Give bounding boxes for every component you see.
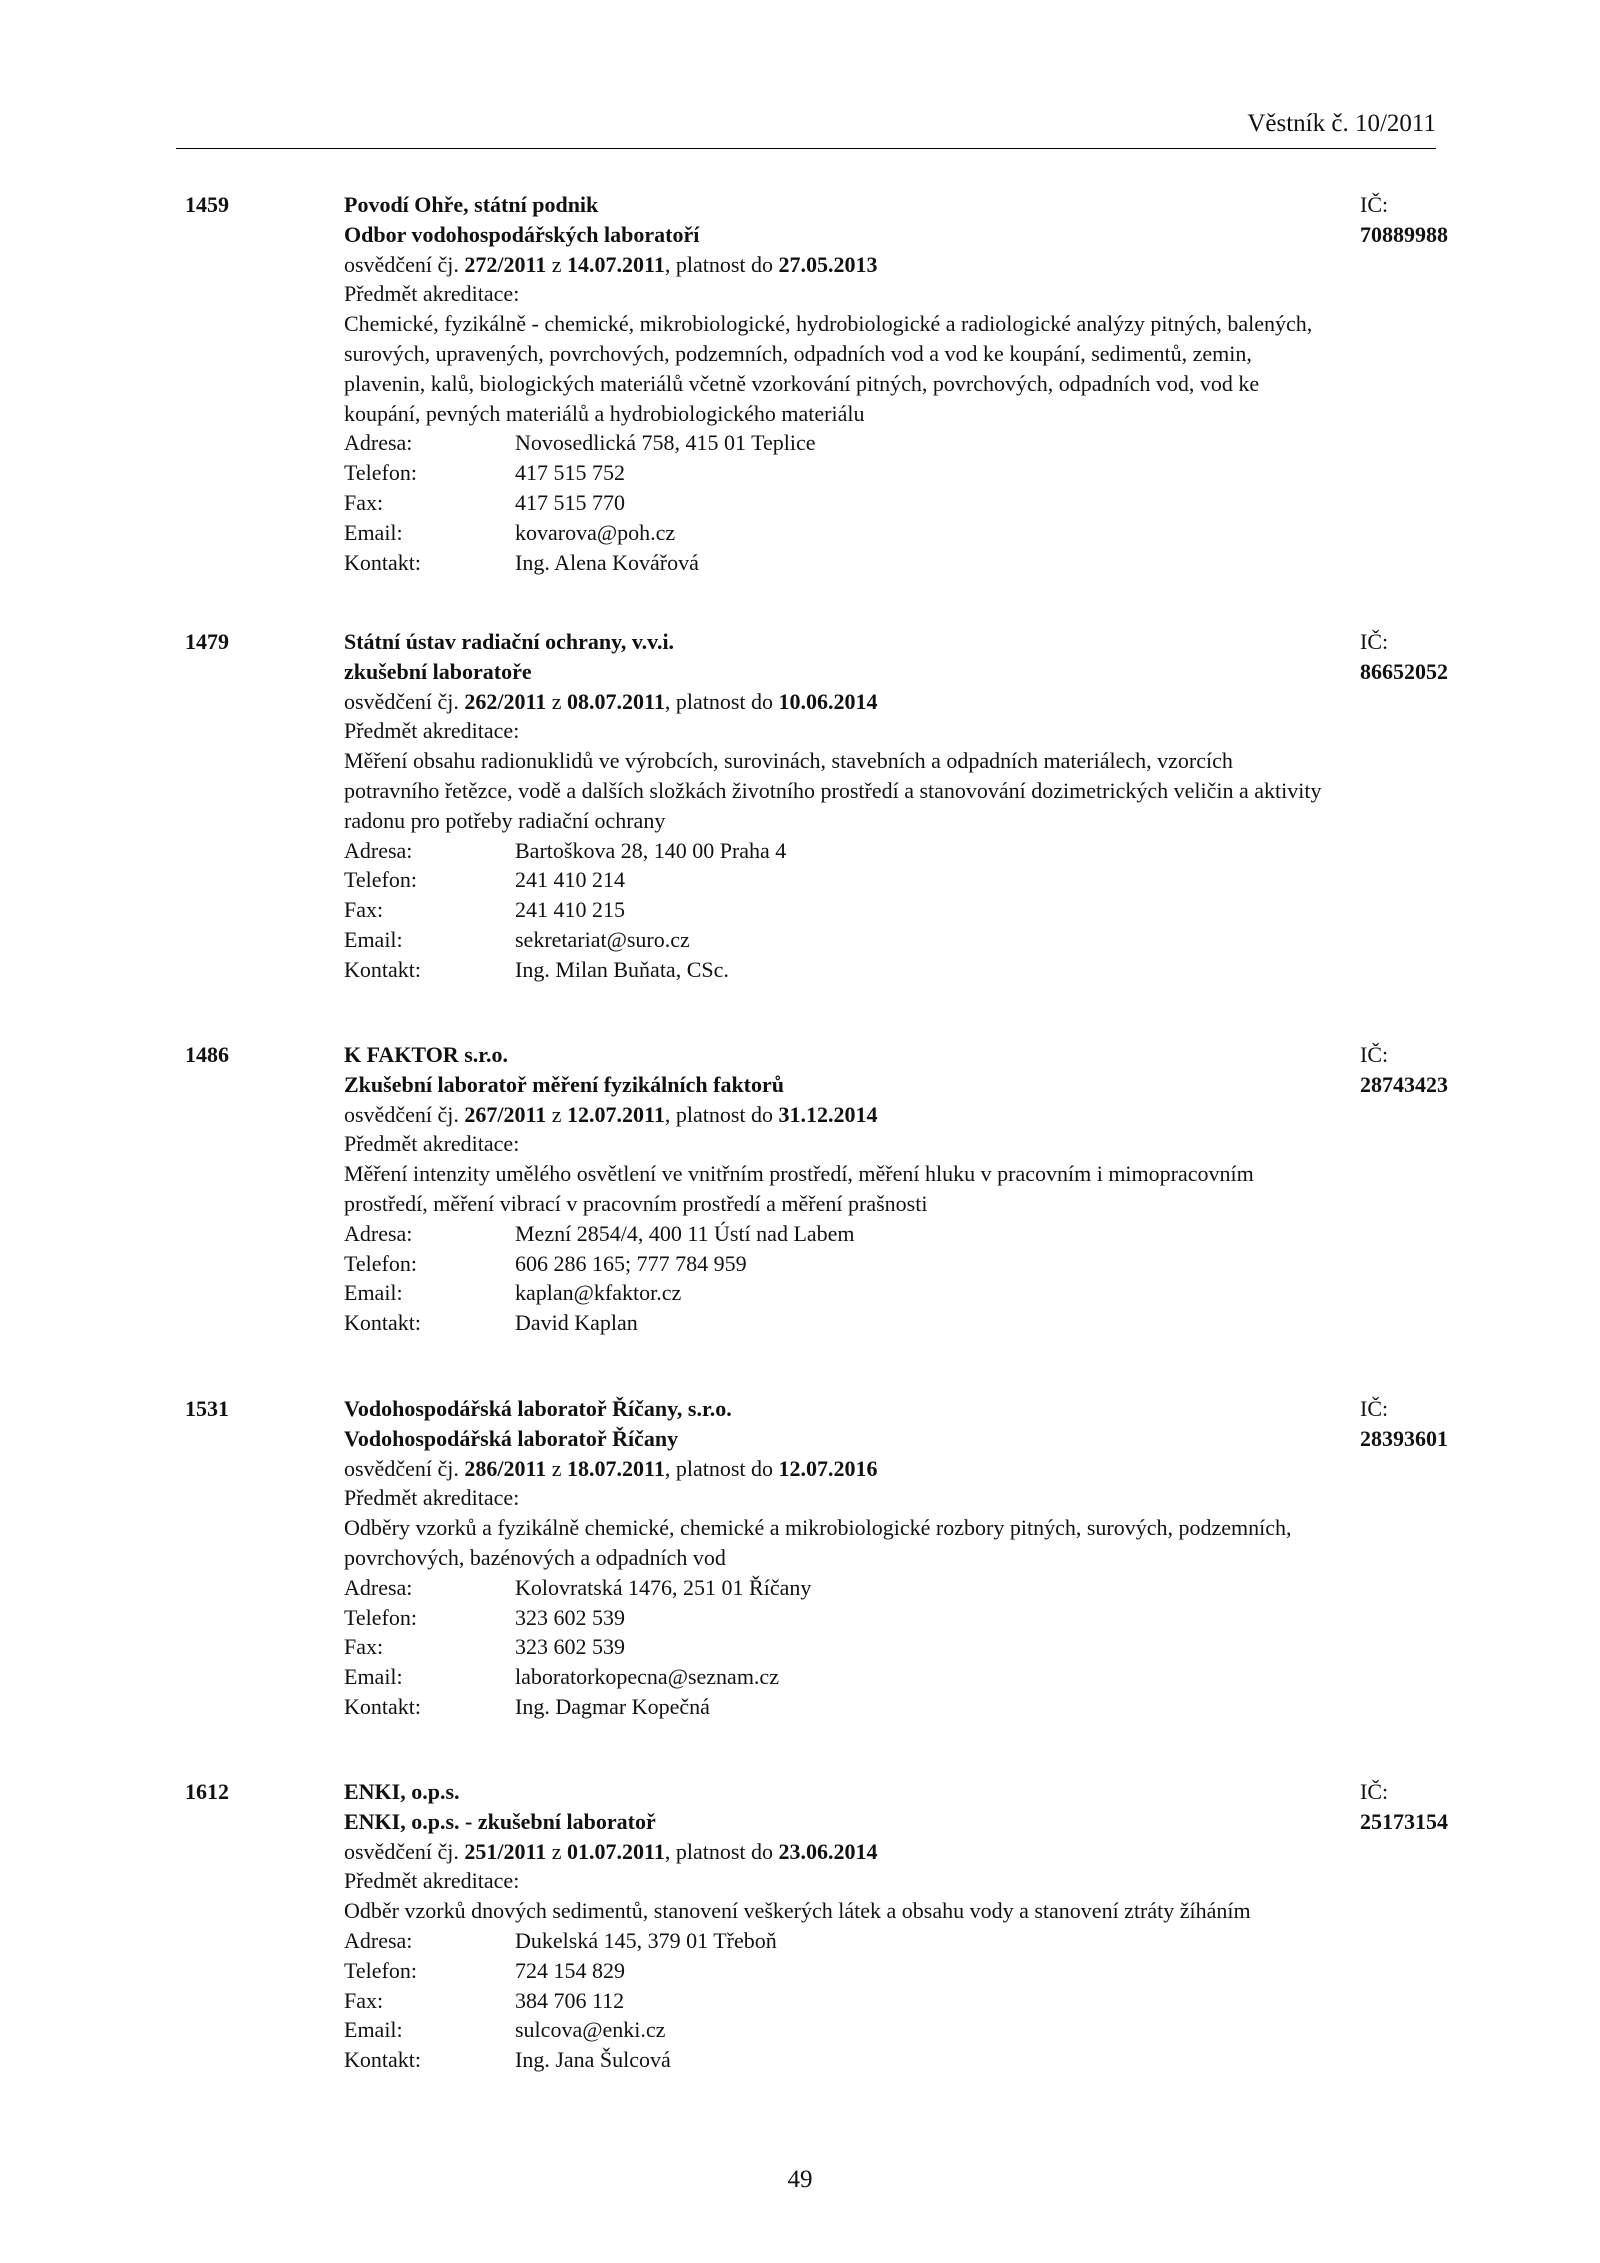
- certificate-line: osvědčení čj. 272/2011 z 14.07.2011, platnost do 27.05.2013: [344, 251, 878, 277]
- subject-text-line: radonu pro potřeby radiační ochrany: [344, 807, 666, 833]
- contact-label: Kontakt:: [344, 1310, 421, 1336]
- subject-text-line: povrchových, bazénových a odpadních vod: [344, 1544, 726, 1570]
- subject-text-line: koupání, pevných materiálů a hydrobiologického materiálu: [344, 400, 865, 426]
- contact-row: [344, 518, 1434, 548]
- contact-label: Email:: [344, 1280, 403, 1306]
- contact-label: Fax:: [344, 1987, 384, 2013]
- certificate-line: osvědčení čj. 251/2011 z 01.07.2011, platnost do 23.06.2014: [344, 1838, 878, 1864]
- contact-label: Fax:: [344, 489, 384, 515]
- entry-body: [344, 190, 1448, 577]
- contact-label: Telefon:: [344, 1250, 417, 1276]
- contact-row: [344, 1573, 1434, 1603]
- subject-label: Předmět akreditace:: [344, 1868, 520, 1894]
- contact-value: Mezní 2854/4, 400 11 Ústí nad Labem: [515, 1220, 855, 1246]
- contact-value: laboratorkopecna@seznam.cz: [515, 1664, 779, 1690]
- entry-number: 1531: [185, 1396, 229, 1421]
- subject-text-line: Odběr vzorků dnových sedimentů, stanovení veškerých látek a obsahu vody a stanovení ztráty žíháním: [344, 1898, 1251, 1924]
- contact-row: [344, 836, 1434, 866]
- laboratory-name: ENKI, o.p.s. - zkušební laboratoř: [344, 1808, 656, 1834]
- contact-label: Adresa:: [344, 430, 413, 456]
- laboratory-name: Zkušební laboratoř měření fyzikálních faktorů: [344, 1071, 785, 1097]
- contact-label: Adresa:: [344, 1574, 413, 1600]
- subject-label: Předmět akreditace:: [344, 1485, 520, 1511]
- contact-label: Kontakt:: [344, 549, 421, 575]
- subject-text-line: potravního řetězce, vodě a dalších složkách životního prostředí a stanovování dozimetrických veličin a aktivity: [344, 777, 1322, 803]
- contact-value: 724 154 829: [515, 1957, 625, 1983]
- entry-body: [344, 1394, 1448, 1722]
- contact-value: 241 410 214: [515, 867, 625, 893]
- contact-label: Email:: [344, 926, 403, 952]
- laboratory-name: Odbor vodohospodářských laboratoří: [344, 221, 700, 247]
- organization-name: Povodí Ohře, státní podnik: [344, 192, 599, 217]
- contact-row: [344, 925, 1434, 955]
- organization-name: Vodohospodářská laboratoř Říčany, s.r.o.: [344, 1396, 732, 1421]
- ic-number: IČ: 25173154: [1360, 1779, 1448, 1834]
- certificate-line: osvědčení čj. 286/2011 z 18.07.2011, platnost do 12.07.2016: [344, 1455, 878, 1481]
- contact-value: David Kaplan: [515, 1310, 638, 1336]
- subject-text-line: Měření intenzity umělého osvětlení ve vnitřním prostředí, měření hluku v pracovním i mimopracovním: [344, 1161, 1254, 1187]
- contact-label: Telefon:: [344, 460, 417, 486]
- contact-label: Email:: [344, 1664, 403, 1690]
- contact-row: [344, 1603, 1434, 1633]
- subject-label: Předmět akreditace:: [344, 281, 520, 307]
- contact-label: Adresa:: [344, 1927, 413, 1953]
- ic-number: IČ: 86652052: [1360, 629, 1448, 684]
- contact-label: Fax:: [344, 1634, 384, 1660]
- contact-row: [344, 428, 1434, 458]
- entry-body: [344, 627, 1448, 985]
- entry-body: [344, 1040, 1448, 1338]
- subject-text-line: Odběry vzorků a fyzikálně chemické, chemické a mikrobiologické rozbory pitných, surových, podzemních,: [344, 1515, 1292, 1541]
- contact-label: Email:: [344, 519, 403, 545]
- entry-number: 1486: [185, 1042, 229, 1067]
- contact-value: sulcova@enki.cz: [515, 2017, 666, 2043]
- ic-number: IČ: 28743423: [1360, 1042, 1448, 1097]
- contact-label: Adresa:: [344, 1220, 413, 1246]
- contact-value: 384 706 112: [515, 1987, 625, 2013]
- contact-value: 323 602 539: [515, 1634, 625, 1660]
- contact-row: [344, 1986, 1434, 2016]
- contact-row: [344, 488, 1434, 518]
- journal-issue-title: Věstník č. 10/2011: [1247, 110, 1436, 137]
- contact-value: Ing. Alena Kovářová: [515, 549, 699, 575]
- contact-value: 417 515 770: [515, 489, 625, 515]
- ic-number: IČ: 28393601: [1360, 1396, 1448, 1451]
- contact-row: [344, 1662, 1434, 1692]
- contact-value: Kolovratská 1476, 251 01 Říčany: [515, 1574, 812, 1600]
- ic-number: IČ: 70889988: [1360, 192, 1448, 247]
- contact-row: [344, 1278, 1434, 1308]
- entry-number: 1459: [185, 192, 229, 217]
- subject-label: Předmět akreditace:: [344, 1131, 520, 1157]
- contact-value: 606 286 165; 777 784 959: [515, 1250, 747, 1276]
- subject-text-line: plavenin, kalů, biologických materiálů včetně vzorkování pitných, povrchových, odpadních vod, vod ke: [344, 370, 1260, 396]
- contact-value: Bartoškova 28, 140 00 Praha 4: [515, 837, 787, 863]
- organization-name: K FAKTOR s.r.o.: [344, 1042, 509, 1067]
- organization-name: Státní ústav radiační ochrany, v.v.i.: [344, 629, 675, 654]
- contact-label: Telefon:: [344, 1957, 417, 1983]
- page-number: 49: [787, 2166, 813, 2193]
- contact-row: [344, 1308, 1434, 1338]
- contact-row: [344, 1692, 1434, 1722]
- contact-row: [344, 2015, 1434, 2045]
- contact-value: 323 602 539: [515, 1604, 625, 1630]
- contact-value: 417 515 752: [515, 460, 625, 486]
- contact-value: Dukelská 145, 379 01 Třeboň: [515, 1927, 777, 1953]
- contact-value: Novosedlická 758, 415 01 Teplice: [515, 430, 816, 456]
- contact-row: [344, 2045, 1434, 2075]
- contact-row: [344, 865, 1434, 895]
- page-header: [176, 110, 1436, 149]
- contact-label: Adresa:: [344, 837, 413, 863]
- contact-row: [344, 1219, 1434, 1249]
- laboratory-name: zkušební laboratoře: [344, 658, 532, 684]
- contact-row: [344, 895, 1434, 925]
- certificate-line: osvědčení čj. 262/2011 z 08.07.2011, platnost do 10.06.2014: [344, 688, 878, 714]
- contact-value: kovarova@poh.cz: [515, 519, 676, 545]
- contact-label: Kontakt:: [344, 956, 421, 982]
- entry-number: 1612: [185, 1779, 229, 1804]
- contact-label: Email:: [344, 2017, 403, 2043]
- contact-row: [344, 1926, 1434, 1956]
- contact-value: Ing. Milan Buňata, CSc.: [515, 956, 729, 982]
- certificate-line: osvědčení čj. 267/2011 z 12.07.2011, platnost do 31.12.2014: [344, 1101, 878, 1127]
- organization-name: ENKI, o.p.s.: [344, 1779, 460, 1804]
- contact-label: Fax:: [344, 897, 384, 923]
- contact-value: sekretariat@suro.cz: [515, 926, 690, 952]
- contact-label: Telefon:: [344, 867, 417, 893]
- contact-row: [344, 458, 1434, 488]
- entry-number: 1479: [185, 629, 229, 654]
- contact-value: kaplan@kfaktor.cz: [515, 1280, 682, 1306]
- contact-label: Telefon:: [344, 1604, 417, 1630]
- contact-value: 241 410 215: [515, 897, 625, 923]
- laboratory-name: Vodohospodářská laboratoř Říčany: [344, 1425, 679, 1451]
- contact-value: Ing. Jana Šulcová: [515, 2047, 671, 2073]
- contact-value: Ing. Dagmar Kopečná: [515, 1693, 710, 1719]
- contact-label: Kontakt:: [344, 2047, 421, 2073]
- contact-label: Kontakt:: [344, 1693, 421, 1719]
- subject-text-line: prostředí, měření vibrací v pracovním prostředí a měření prašnosti: [344, 1190, 928, 1216]
- contact-row: [344, 1956, 1434, 1986]
- contact-row: [344, 955, 1434, 985]
- subject-label: Předmět akreditace:: [344, 718, 520, 744]
- subject-text-line: Chemické, fyzikálně - chemické, mikrobiologické, hydrobiologické a radiologické analýzy pitných, balených,: [344, 311, 1313, 337]
- contact-row: [344, 1249, 1434, 1279]
- entry-body: [344, 1777, 1448, 2075]
- contact-row: [344, 548, 1434, 578]
- contact-row: [344, 1632, 1434, 1662]
- subject-text-line: Měření obsahu radionuklidů ve výrobcích, surovinách, stavebních a odpadních materiálech, vzorcích: [344, 748, 1233, 774]
- subject-text-line: surových, upravených, povrchových, podzemních, odpadních vod a vod ke koupání, sedimentů, zemin,: [344, 340, 1252, 366]
